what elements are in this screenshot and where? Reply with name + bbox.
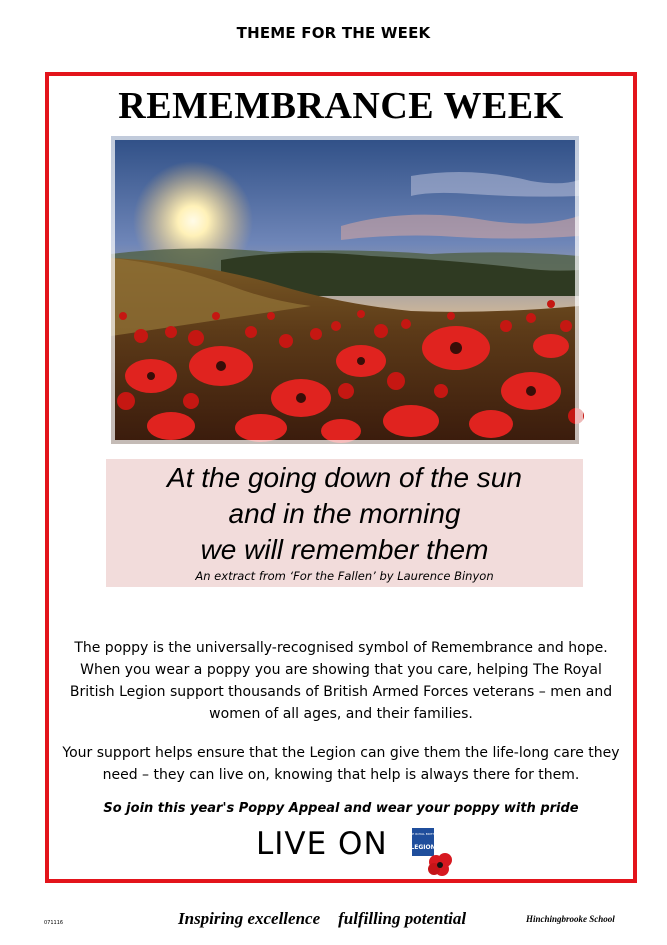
body-paragraph: Your support helps ensure that the Legion can give them the life-long care they need – they can live on, knowing that help is always there for them.: [62, 745, 620, 783]
poster-frame: [45, 72, 637, 883]
motto-part: fulfilling potential: [338, 909, 467, 928]
call-to-action: So join this year's Poppy Appeal and wear your poppy with pride: [103, 801, 579, 816]
quote-line: At the going down of the sun: [167, 462, 522, 493]
school-name: Hinchingbrooke School: [526, 914, 615, 924]
footer-code: 071116: [44, 920, 64, 926]
poppy-icon: [428, 853, 452, 876]
body-paragraph: The poppy is the universally-recognised symbol of Remembrance and hope. When you wear a poppy you are showing that you care, helping The Royal British Legion support thousands of British Armed Forces veterans – men and women of all ages, and their families.: [69, 640, 613, 722]
poster-title: REMEMBRANCE WEEK: [118, 85, 564, 127]
royal-british-legion-logo: [408, 828, 456, 881]
quote-box: [106, 459, 583, 587]
theme-heading: THEME FOR THE WEEK: [236, 24, 431, 42]
legion-word: LEGION: [410, 844, 436, 851]
quote-line: and in the morning: [228, 498, 461, 529]
motto-part: Inspiring excellence: [178, 909, 321, 928]
footer-motto: [178, 909, 466, 929]
poppy-field-photo: [111, 136, 579, 444]
quote-source: An extract from ‘For the Fallen’ by Laurence Binyon: [195, 569, 494, 583]
quote-line: we will remember them: [200, 534, 489, 565]
legion-small-text: THE ROYAL BRITISH: [408, 832, 438, 836]
live-on-slogan: LIVE ON: [256, 826, 388, 862]
